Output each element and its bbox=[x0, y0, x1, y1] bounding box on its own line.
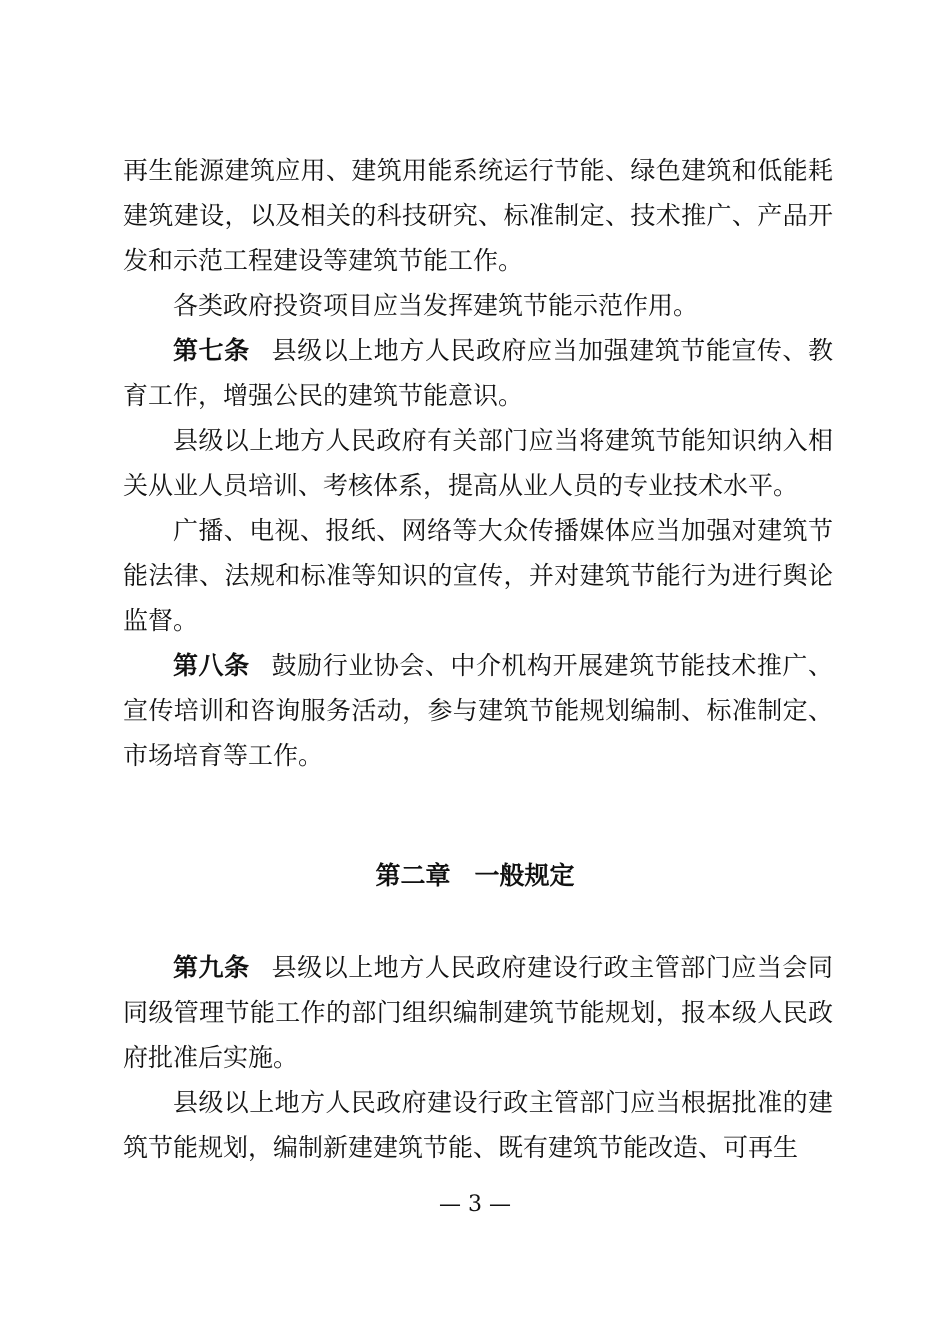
lower-body bbox=[123, 945, 833, 1170]
paragraph-planning: 县级以上地方人民政府建设行政主管部门应当根据批准的建筑节能规划，编制新建建筑节能、既有建筑节能改造、可再生 bbox=[123, 1088, 833, 1162]
article-7-text: 县级以上地方人民政府应当加强建筑节能宣传、教育工作，增强公民的建筑节能意识。 bbox=[123, 336, 833, 410]
article-8 bbox=[123, 643, 833, 778]
article-7 bbox=[123, 328, 833, 418]
chapter-heading bbox=[0, 853, 950, 898]
upper-body bbox=[123, 148, 833, 778]
paragraph-gov-investment: 各类政府投资项目应当发挥建筑节能示范作用。 bbox=[173, 291, 699, 320]
article-9-text: 县级以上地方人民政府建设行政主管部门应当会同同级管理节能工作的部门组织编制建筑节能规划，报本级人民政府批准后实施。 bbox=[123, 953, 833, 1072]
article-9 bbox=[123, 945, 833, 1080]
paragraph-training: 县级以上地方人民政府有关部门应当将建筑节能知识纳入相关从业人员培训、考核体系，提高从业人员的专业技术水平。 bbox=[123, 426, 833, 500]
chapter-title: 一般规定 bbox=[474, 861, 575, 890]
paragraph-continued: 再生能源建筑应用、建筑用能系统运行节能、绿色建筑和低能耗建筑建设，以及相关的科技研究、标准制定、技术推广、产品开发和示范工程建设等建筑节能工作。 bbox=[123, 156, 833, 275]
paragraph-media: 广播、电视、报纸、网络等大众传播媒体应当加强对建筑节能法律、法规和标准等知识的宣传，并对建筑节能行为进行舆论监督。 bbox=[123, 516, 833, 635]
chapter-number: 第二章 bbox=[375, 861, 451, 890]
article-8-label: 第八条 bbox=[173, 651, 250, 680]
article-8-text: 鼓励行业协会、中介机构开展建筑节能技术推广、宣传培训和咨询服务活动，参与建筑节能规划编制、标准制定、市场培育等工作。 bbox=[123, 651, 833, 770]
article-7-label: 第七条 bbox=[173, 336, 250, 365]
page-number: — 3 — bbox=[439, 1192, 511, 1217]
article-9-label: 第九条 bbox=[173, 953, 250, 982]
